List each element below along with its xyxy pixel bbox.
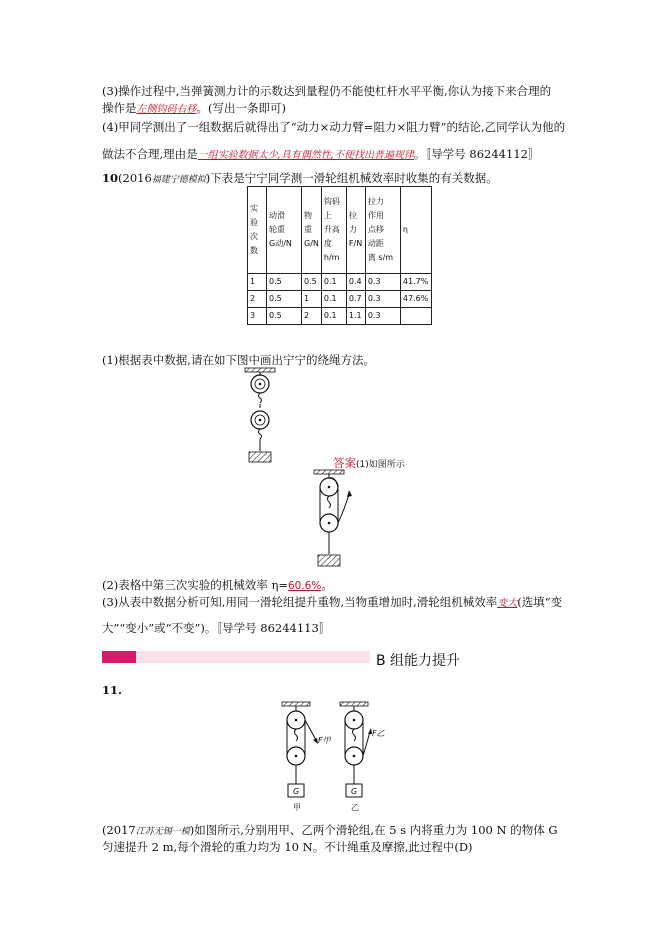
table-header-row	[248, 187, 432, 274]
table-cell: 0.5	[302, 274, 322, 291]
weight-label-b: G	[351, 787, 358, 796]
table-cell: 47.6%	[400, 291, 431, 308]
table-cell: 0.4	[346, 274, 365, 291]
table-cell: 0.3	[365, 274, 400, 291]
table-cell: 2	[248, 291, 267, 308]
table-cell: 0.3	[365, 308, 400, 325]
table-row	[248, 308, 432, 325]
caption-b: 乙	[351, 803, 359, 812]
q10-source-italic: 福建宁德模拟	[151, 175, 206, 185]
table-cell: 1	[302, 291, 322, 308]
q10-number: 10	[102, 171, 119, 185]
table-header-cell: 拉力 作用 点移 动距 离 s/m	[365, 187, 400, 274]
q9-part3-line2	[102, 100, 286, 116]
q9-part3-prefix: 操作是	[102, 101, 137, 115]
q11-number: 11.	[102, 683, 123, 697]
q10-part2-prefix: (2)表格中第三次实验的机械效率 η=	[102, 578, 288, 592]
q11-line2: 匀速提升 2 m,每个滑轮的重力均为 10 N。不计绳重及摩擦,此过程中(D)	[102, 840, 473, 854]
table-cell: 0.7	[346, 291, 365, 308]
table-cell: 3	[248, 308, 267, 325]
q9-part4-line1: (4)甲同学测出了一组数据后就得出了“动力×动力臂=阻力×阻力臂”的结论,乙同学认为他的	[102, 120, 566, 134]
q10-part3-prefix: (3)从表中数据分析可知,用同一滑轮组提升重物,当物重增加时,滑轮组机械效率	[102, 595, 498, 609]
table-cell: 2	[302, 308, 322, 325]
table-header-cell: 钩码 上 升高 度 h/m	[321, 187, 346, 274]
q10-part3-line1	[102, 594, 562, 610]
answer-text: (1)如图所示	[356, 460, 405, 470]
table-header-cell: 拉 力 F/N	[346, 187, 365, 274]
efficiency-data-table	[247, 186, 432, 325]
section-banner-marker	[102, 651, 136, 663]
table-cell: 0.5	[267, 308, 302, 325]
q9-part3-answer: 左侧钩码右移	[136, 104, 197, 115]
pulley-answer-figure	[305, 468, 355, 574]
q11-line1	[102, 822, 558, 838]
table-cell: 0.5	[267, 291, 302, 308]
table-cell: 0.1	[321, 274, 346, 291]
q9-part3-suffix: 。(写出一条即可)	[196, 101, 286, 115]
table-cell: 41.7%	[400, 274, 431, 291]
table-cell: 0.1	[321, 291, 346, 308]
q10-part3-line2: 大”“变小”或“不变”)。〚导学号 86244113〛	[102, 621, 331, 635]
table-cell: 0.5	[267, 274, 302, 291]
table-cell: 0.3	[365, 291, 400, 308]
q9-part3-line1: (3)操作过程中,当弹簧测力计的示数达到量程仍不能使杠杆水平平衡,你认为接下来合理的	[102, 84, 552, 98]
table-cell: 1.1	[346, 308, 365, 325]
q10-part3-answer: 变大	[497, 598, 518, 609]
pulley-question-figure	[240, 366, 280, 466]
q9-part4-answer: 一组实验数据太少,具有偶然性,不便找出普遍规律	[197, 150, 415, 161]
q10-source-end: )	[205, 171, 211, 185]
section-title: B 组能力提升	[376, 653, 461, 669]
table-cell: 0.1	[321, 308, 346, 325]
q9-part4-prefix: 做法不合理,理由是	[102, 147, 198, 161]
section-banner	[102, 651, 370, 663]
table-row	[248, 274, 432, 291]
q10-intro: 下表是宁宁同学测一滑轮组机械效率时收集的有关数据。	[210, 171, 498, 185]
q11-text: )如图所示,分别用甲、乙两个滑轮组,在 5 s 内将重力为 100 N 的物体 G	[189, 823, 558, 837]
q10-heading	[102, 170, 498, 186]
table-header-cell: 实 验 次 数	[248, 187, 267, 274]
q10-part3-suffix: (选填“变	[517, 595, 563, 609]
table-header-cell: η	[400, 187, 431, 274]
force-label-a: F甲	[318, 736, 331, 745]
force-label-b: F乙	[372, 729, 385, 738]
q10-part1: (1)根据表中数据,请在如下图中画出宁宁的绕绳方法。	[102, 353, 375, 367]
table-header-cell: 动滑 轮重 G动/N	[267, 187, 302, 274]
q11-source-prefix: (2017	[102, 823, 136, 837]
q9-part4-line2	[102, 146, 539, 162]
table-row	[248, 291, 432, 308]
q11-source: 江苏无锡一模	[135, 827, 190, 837]
q10-source: (2016	[118, 171, 152, 185]
weight-label-a: G	[293, 787, 300, 796]
q10-part2-answer: 60.6%	[287, 580, 322, 592]
q10-part2-suffix: 。	[321, 578, 333, 592]
q9-part4-suffix: 。〚导学号 86244112〛	[414, 147, 540, 161]
table-cell	[400, 308, 431, 325]
q10-part2	[102, 577, 333, 593]
pulley-systems-figure	[272, 700, 382, 820]
answer-label: 答案	[333, 456, 356, 470]
table-header-cell: 物 重 G/N	[302, 187, 322, 274]
table-cell: 1	[248, 274, 267, 291]
caption-a: 甲	[293, 803, 301, 812]
